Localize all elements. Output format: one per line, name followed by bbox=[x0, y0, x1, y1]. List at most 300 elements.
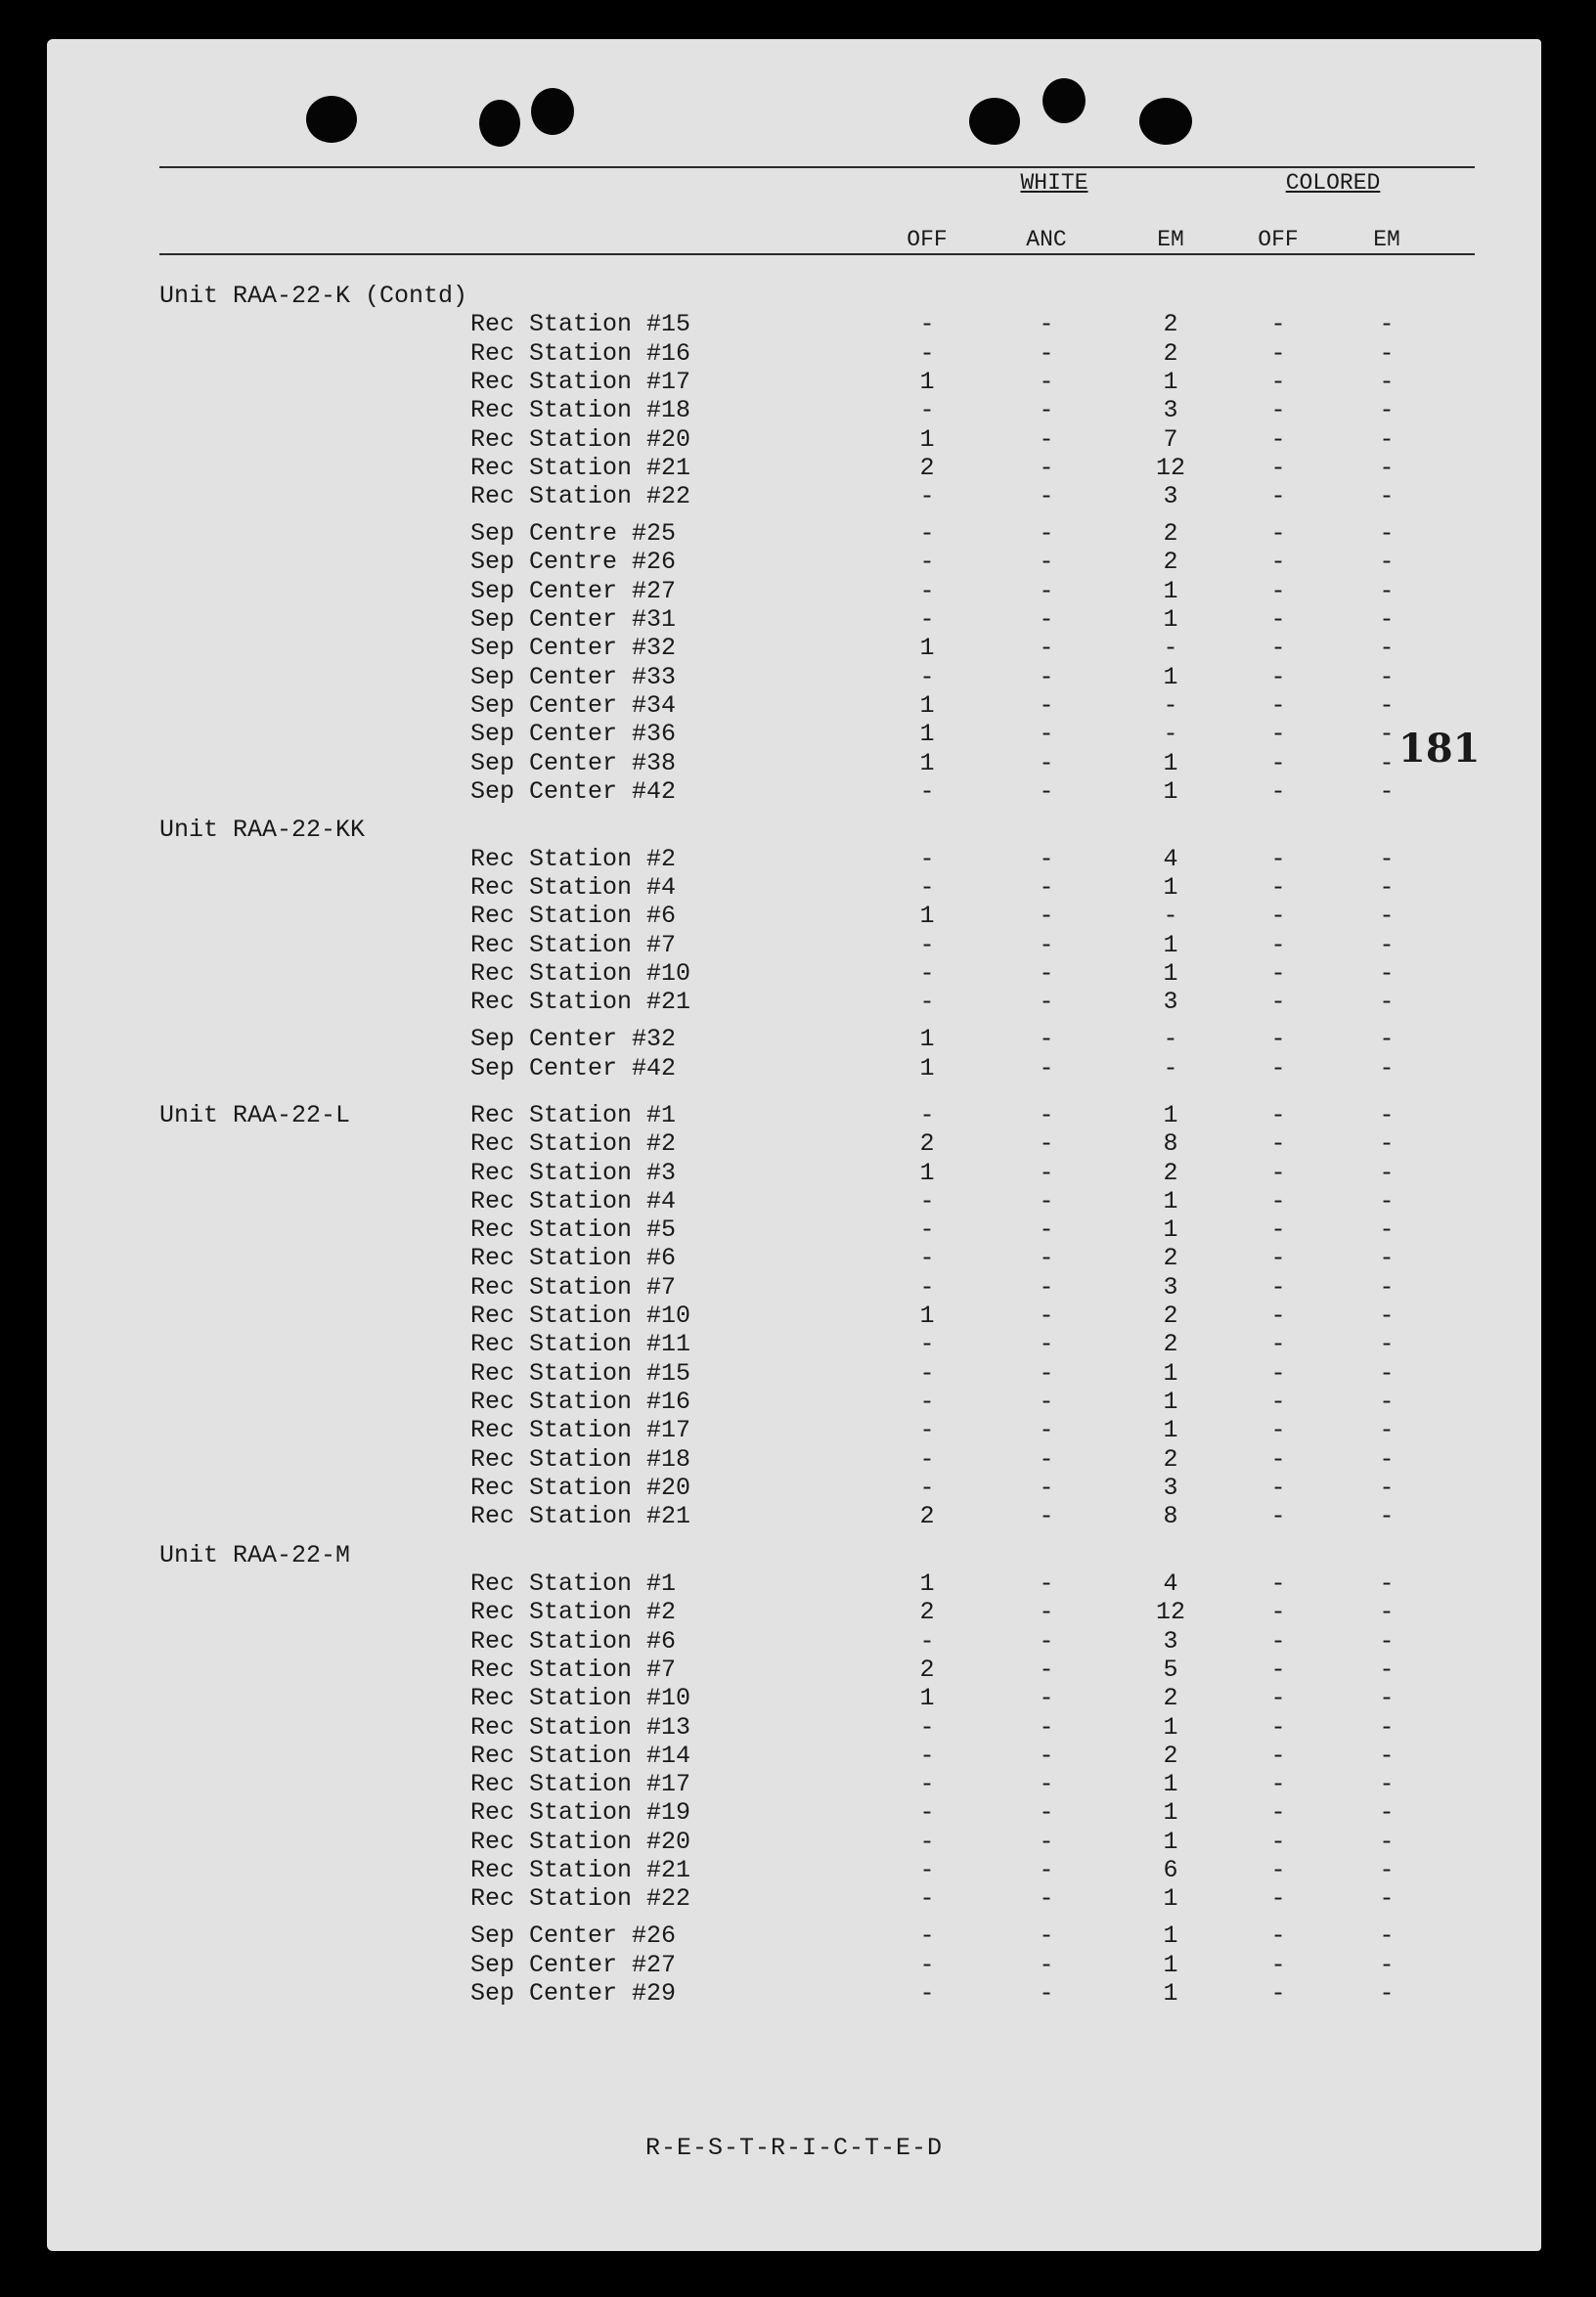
unit-label: Unit RAA-22-L bbox=[159, 1100, 351, 1129]
white-em-cell: 2 bbox=[1163, 1302, 1178, 1331]
colored-off-cell: - bbox=[1270, 548, 1286, 577]
unit-label: Unit RAA-22-KK bbox=[159, 816, 366, 845]
white-off-cell: - bbox=[919, 1979, 935, 2009]
white-em-cell: 8 bbox=[1163, 1502, 1178, 1531]
white-anc-cell: - bbox=[1039, 605, 1054, 635]
colored-off-cell: - bbox=[1270, 1569, 1286, 1599]
unit-label: Unit RAA-22-K (Contd) bbox=[159, 282, 468, 310]
white-anc-cell: - bbox=[1039, 634, 1054, 663]
white-anc-cell: - bbox=[1039, 1416, 1054, 1445]
table-row bbox=[47, 425, 1541, 454]
white-anc-cell: - bbox=[1039, 1626, 1054, 1656]
white-off-cell: 1 bbox=[919, 1158, 935, 1187]
table-row bbox=[47, 1187, 1541, 1215]
white-em-cell: 2 bbox=[1163, 519, 1178, 549]
colored-em-cell: - bbox=[1379, 1025, 1395, 1054]
table-row bbox=[47, 1273, 1541, 1302]
colored-em-cell: - bbox=[1379, 844, 1395, 873]
white-off-cell: - bbox=[919, 1856, 935, 1885]
colored-em-cell: - bbox=[1379, 1856, 1395, 1885]
table-row bbox=[47, 931, 1541, 959]
colored-em-cell: - bbox=[1379, 1129, 1395, 1159]
station-label: Rec Station #17 bbox=[470, 1770, 691, 1799]
white-em-cell: 1 bbox=[1163, 662, 1178, 691]
white-anc-cell: - bbox=[1039, 1827, 1054, 1856]
colored-em-cell: - bbox=[1379, 1712, 1395, 1742]
colored-em-cell: - bbox=[1379, 1244, 1395, 1273]
white-em-cell: 3 bbox=[1163, 482, 1178, 511]
colored-em-cell: - bbox=[1379, 930, 1395, 959]
white-em-cell: 2 bbox=[1163, 548, 1178, 577]
white-off-cell: - bbox=[919, 1186, 935, 1215]
station-label: Rec Station #21 bbox=[470, 1502, 691, 1531]
white-off-cell: 2 bbox=[919, 453, 935, 482]
white-off-cell: - bbox=[919, 1244, 935, 1273]
white-anc-cell: - bbox=[1039, 1684, 1054, 1713]
colored-off-cell: - bbox=[1270, 1244, 1286, 1273]
station-label: Sep Center #33 bbox=[470, 662, 677, 691]
station-label: Sep Center #29 bbox=[470, 1979, 677, 2009]
white-anc-cell: - bbox=[1039, 424, 1054, 454]
colored-off-cell: - bbox=[1270, 844, 1286, 873]
station-label: Rec Station #18 bbox=[470, 1444, 691, 1474]
station-label: Rec Station #4 bbox=[470, 873, 677, 903]
station-label: Rec Station #20 bbox=[470, 1827, 691, 1856]
white-off-cell: - bbox=[919, 1827, 935, 1856]
colored-em-cell: - bbox=[1379, 776, 1395, 806]
white-anc-cell: - bbox=[1039, 1473, 1054, 1502]
header-col-colored-off: OFF bbox=[1258, 227, 1299, 252]
header-group-colored: COLORED bbox=[1285, 170, 1381, 196]
table-row bbox=[47, 1541, 1541, 1569]
table-row bbox=[47, 1445, 1541, 1474]
white-anc-cell: - bbox=[1039, 1712, 1054, 1742]
colored-em-cell: - bbox=[1379, 1884, 1395, 1914]
colored-off-cell: - bbox=[1270, 1626, 1286, 1656]
station-label: Sep Centre #26 bbox=[470, 548, 677, 577]
table-row bbox=[47, 691, 1541, 720]
white-em-cell: 1 bbox=[1163, 1979, 1178, 2009]
white-em-cell: 1 bbox=[1163, 1215, 1178, 1245]
station-label: Rec Station #20 bbox=[470, 424, 691, 454]
white-off-cell: - bbox=[919, 1444, 935, 1474]
white-anc-cell: - bbox=[1039, 1770, 1054, 1799]
table-row bbox=[47, 720, 1541, 748]
colored-off-cell: - bbox=[1270, 1884, 1286, 1914]
table-row bbox=[47, 1416, 1541, 1444]
white-em-cell: 1 bbox=[1163, 1358, 1178, 1388]
station-label: Sep Center #38 bbox=[470, 748, 677, 777]
white-anc-cell: - bbox=[1039, 1244, 1054, 1273]
colored-em-cell: - bbox=[1379, 482, 1395, 511]
white-anc-cell: - bbox=[1039, 1302, 1054, 1331]
colored-em-cell: - bbox=[1379, 748, 1395, 777]
colored-em-cell: - bbox=[1379, 396, 1395, 425]
colored-em-cell: - bbox=[1379, 1569, 1395, 1599]
white-em-cell: 1 bbox=[1163, 1416, 1178, 1445]
station-label: Rec Station #10 bbox=[470, 1684, 691, 1713]
colored-off-cell: - bbox=[1270, 1215, 1286, 1245]
table-row bbox=[47, 1215, 1541, 1244]
colored-em-cell: - bbox=[1379, 576, 1395, 605]
restricted-footer: R-E-S-T-R-I-C-T-E-D bbox=[644, 2134, 944, 2162]
white-off-cell: 2 bbox=[919, 1655, 935, 1684]
colored-em-cell: - bbox=[1379, 548, 1395, 577]
table-row bbox=[47, 396, 1541, 424]
station-label: Rec Station #17 bbox=[470, 367, 691, 396]
colored-em-cell: - bbox=[1379, 662, 1395, 691]
table-row bbox=[47, 1627, 1541, 1656]
header-col-white-off: OFF bbox=[907, 227, 948, 252]
white-off-cell: - bbox=[919, 482, 935, 511]
table-row bbox=[47, 816, 1541, 844]
white-off-cell: 1 bbox=[919, 1053, 935, 1082]
white-anc-cell: - bbox=[1039, 310, 1054, 339]
station-label: Rec Station #11 bbox=[470, 1330, 691, 1359]
white-anc-cell: - bbox=[1039, 482, 1054, 511]
white-em-cell: 2 bbox=[1163, 1684, 1178, 1713]
white-em-cell: 4 bbox=[1163, 844, 1178, 873]
white-em-cell: 2 bbox=[1163, 1158, 1178, 1187]
colored-off-cell: - bbox=[1270, 424, 1286, 454]
colored-off-cell: - bbox=[1270, 1798, 1286, 1828]
table-row bbox=[47, 310, 1541, 338]
colored-em-cell: - bbox=[1379, 1416, 1395, 1445]
colored-off-cell: - bbox=[1270, 1129, 1286, 1159]
white-anc-cell: - bbox=[1039, 1053, 1054, 1082]
white-anc-cell: - bbox=[1039, 1387, 1054, 1416]
page-number-stamp: 181 bbox=[1398, 726, 1481, 772]
white-anc-cell: - bbox=[1039, 1186, 1054, 1215]
white-anc-cell: - bbox=[1039, 396, 1054, 425]
white-off-cell: 2 bbox=[919, 1129, 935, 1159]
white-off-cell: 1 bbox=[919, 1025, 935, 1054]
white-anc-cell: - bbox=[1039, 1655, 1054, 1684]
white-em-cell: 1 bbox=[1163, 605, 1178, 635]
colored-em-cell: - bbox=[1379, 988, 1395, 1017]
station-label: Rec Station #7 bbox=[470, 1272, 677, 1302]
table-row bbox=[47, 1025, 1541, 1053]
colored-em-cell: - bbox=[1379, 1979, 1395, 2009]
punch-hole bbox=[1042, 78, 1086, 123]
colored-off-cell: - bbox=[1270, 1770, 1286, 1799]
white-anc-cell: - bbox=[1039, 662, 1054, 691]
colored-em-cell: - bbox=[1379, 367, 1395, 396]
white-em-cell: 1 bbox=[1163, 1798, 1178, 1828]
white-anc-cell: - bbox=[1039, 548, 1054, 577]
colored-em-cell: - bbox=[1379, 1473, 1395, 1502]
white-anc-cell: - bbox=[1039, 1100, 1054, 1129]
colored-em-cell: - bbox=[1379, 1100, 1395, 1129]
white-anc-cell: - bbox=[1039, 1330, 1054, 1359]
white-anc-cell: - bbox=[1039, 576, 1054, 605]
white-off-cell: - bbox=[919, 1387, 935, 1416]
white-off-cell: - bbox=[919, 988, 935, 1017]
white-em-cell: 1 bbox=[1163, 1186, 1178, 1215]
white-anc-cell: - bbox=[1039, 519, 1054, 549]
table-row bbox=[47, 577, 1541, 605]
white-em-cell: 2 bbox=[1163, 1244, 1178, 1273]
table-row bbox=[47, 1159, 1541, 1187]
table-row bbox=[47, 1302, 1541, 1330]
white-em-cell: - bbox=[1163, 1053, 1178, 1082]
table-row bbox=[47, 749, 1541, 777]
colored-off-cell: - bbox=[1270, 1358, 1286, 1388]
colored-em-cell: - bbox=[1379, 1387, 1395, 1416]
colored-off-cell: - bbox=[1270, 1272, 1286, 1302]
white-em-cell: 3 bbox=[1163, 1473, 1178, 1502]
white-off-cell: - bbox=[919, 605, 935, 635]
white-em-cell: 1 bbox=[1163, 1922, 1178, 1951]
station-label: Rec Station #21 bbox=[470, 1856, 691, 1885]
white-em-cell: - bbox=[1163, 634, 1178, 663]
colored-em-cell: - bbox=[1379, 1358, 1395, 1388]
document-page bbox=[47, 39, 1541, 2251]
station-label: Sep Center #42 bbox=[470, 1053, 677, 1082]
table-row bbox=[47, 454, 1541, 482]
station-label: Sep Center #34 bbox=[470, 690, 677, 720]
white-anc-cell: - bbox=[1039, 1215, 1054, 1245]
colored-off-cell: - bbox=[1270, 1444, 1286, 1474]
white-off-cell: - bbox=[919, 338, 935, 368]
header-group-white: WHITE bbox=[1020, 170, 1088, 196]
white-anc-cell: - bbox=[1039, 873, 1054, 903]
white-off-cell: - bbox=[919, 1473, 935, 1502]
station-label: Sep Center #31 bbox=[470, 605, 677, 635]
white-anc-cell: - bbox=[1039, 1598, 1054, 1627]
colored-off-cell: - bbox=[1270, 453, 1286, 482]
colored-em-cell: - bbox=[1379, 902, 1395, 931]
white-off-cell: - bbox=[919, 1798, 935, 1828]
colored-off-cell: - bbox=[1270, 1100, 1286, 1129]
colored-off-cell: - bbox=[1270, 1598, 1286, 1627]
table-row bbox=[47, 548, 1541, 576]
header-rule bbox=[159, 253, 1475, 255]
colored-off-cell: - bbox=[1270, 482, 1286, 511]
white-anc-cell: - bbox=[1039, 958, 1054, 988]
punch-hole bbox=[1139, 98, 1192, 145]
station-label: Rec Station #1 bbox=[470, 1569, 677, 1599]
punch-hole bbox=[969, 98, 1020, 145]
header-col-colored-em: EM bbox=[1373, 227, 1400, 252]
station-label: Rec Station #1 bbox=[470, 1100, 677, 1129]
white-off-cell: - bbox=[919, 1950, 935, 1979]
white-em-cell: 2 bbox=[1163, 1444, 1178, 1474]
colored-em-cell: - bbox=[1379, 1684, 1395, 1713]
white-anc-cell: - bbox=[1039, 1272, 1054, 1302]
table-row bbox=[47, 634, 1541, 662]
colored-em-cell: - bbox=[1379, 873, 1395, 903]
white-anc-cell: - bbox=[1039, 1922, 1054, 1951]
station-label: Sep Centre #25 bbox=[470, 519, 677, 549]
station-label: Sep Center #27 bbox=[470, 576, 677, 605]
white-em-cell: 1 bbox=[1163, 1884, 1178, 1914]
white-off-cell: 2 bbox=[919, 1598, 935, 1627]
colored-em-cell: - bbox=[1379, 1215, 1395, 1245]
white-off-cell: 1 bbox=[919, 367, 935, 396]
colored-em-cell: - bbox=[1379, 1158, 1395, 1187]
white-em-cell: 1 bbox=[1163, 873, 1178, 903]
colored-off-cell: - bbox=[1270, 1856, 1286, 1885]
table-row bbox=[47, 1244, 1541, 1272]
station-label: Sep Center #36 bbox=[470, 720, 677, 749]
white-anc-cell: - bbox=[1039, 844, 1054, 873]
table-row bbox=[47, 1569, 1541, 1598]
colored-em-cell: - bbox=[1379, 605, 1395, 635]
colored-em-cell: - bbox=[1379, 1922, 1395, 1951]
white-anc-cell: - bbox=[1039, 1884, 1054, 1914]
colored-em-cell: - bbox=[1379, 1053, 1395, 1082]
colored-off-cell: - bbox=[1270, 1502, 1286, 1531]
station-label: Sep Center #27 bbox=[470, 1950, 677, 1979]
white-em-cell: 5 bbox=[1163, 1655, 1178, 1684]
white-anc-cell: - bbox=[1039, 930, 1054, 959]
white-anc-cell: - bbox=[1039, 1741, 1054, 1770]
white-em-cell: 7 bbox=[1163, 424, 1178, 454]
table-row bbox=[47, 1502, 1541, 1530]
table-row bbox=[47, 1922, 1541, 1950]
white-off-cell: - bbox=[919, 662, 935, 691]
white-anc-cell: - bbox=[1039, 902, 1054, 931]
station-label: Rec Station #15 bbox=[470, 1358, 691, 1388]
colored-off-cell: - bbox=[1270, 1302, 1286, 1331]
white-off-cell: 1 bbox=[919, 690, 935, 720]
colored-em-cell: - bbox=[1379, 519, 1395, 549]
white-anc-cell: - bbox=[1039, 1569, 1054, 1599]
white-em-cell: 8 bbox=[1163, 1129, 1178, 1159]
white-em-cell: 1 bbox=[1163, 958, 1178, 988]
white-off-cell: - bbox=[919, 1626, 935, 1656]
white-anc-cell: - bbox=[1039, 1025, 1054, 1054]
white-em-cell: 12 bbox=[1155, 453, 1185, 482]
white-anc-cell: - bbox=[1039, 1358, 1054, 1388]
colored-em-cell: - bbox=[1379, 720, 1395, 749]
white-anc-cell: - bbox=[1039, 1129, 1054, 1159]
white-em-cell: 1 bbox=[1163, 776, 1178, 806]
station-label: Rec Station #7 bbox=[470, 1655, 677, 1684]
white-off-cell: - bbox=[919, 1100, 935, 1129]
white-off-cell: - bbox=[919, 519, 935, 549]
table-row bbox=[47, 1798, 1541, 1827]
white-off-cell: - bbox=[919, 576, 935, 605]
white-anc-cell: - bbox=[1039, 776, 1054, 806]
colored-em-cell: - bbox=[1379, 1626, 1395, 1656]
colored-off-cell: - bbox=[1270, 1416, 1286, 1445]
white-anc-cell: - bbox=[1039, 338, 1054, 368]
header-col-white-anc: ANC bbox=[1026, 227, 1067, 252]
top-rule bbox=[159, 166, 1475, 168]
station-label: Rec Station #2 bbox=[470, 844, 677, 873]
table-row bbox=[47, 482, 1541, 510]
colored-off-cell: - bbox=[1270, 634, 1286, 663]
colored-em-cell: - bbox=[1379, 1950, 1395, 1979]
colored-off-cell: - bbox=[1270, 367, 1286, 396]
white-em-cell: 1 bbox=[1163, 1950, 1178, 1979]
station-label: Rec Station #2 bbox=[470, 1598, 677, 1627]
station-label: Rec Station #21 bbox=[470, 453, 691, 482]
station-label: Rec Station #6 bbox=[470, 1244, 677, 1273]
table-row bbox=[47, 777, 1541, 806]
white-em-cell: 1 bbox=[1163, 1100, 1178, 1129]
colored-off-cell: - bbox=[1270, 1053, 1286, 1082]
white-off-cell: - bbox=[919, 958, 935, 988]
white-off-cell: - bbox=[919, 1358, 935, 1388]
table-row bbox=[47, 873, 1541, 902]
table-row bbox=[47, 1598, 1541, 1626]
white-em-cell: 3 bbox=[1163, 1272, 1178, 1302]
white-anc-cell: - bbox=[1039, 1502, 1054, 1531]
white-anc-cell: - bbox=[1039, 748, 1054, 777]
station-label: Sep Center #26 bbox=[470, 1922, 677, 1951]
white-em-cell: - bbox=[1163, 902, 1178, 931]
white-off-cell: - bbox=[919, 1741, 935, 1770]
white-em-cell: 1 bbox=[1163, 1387, 1178, 1416]
station-label: Rec Station #6 bbox=[470, 902, 677, 931]
table-row bbox=[47, 519, 1541, 548]
white-anc-cell: - bbox=[1039, 1950, 1054, 1979]
colored-off-cell: - bbox=[1270, 1922, 1286, 1951]
table-row bbox=[47, 1359, 1541, 1388]
station-label: Rec Station #16 bbox=[470, 1387, 691, 1416]
colored-off-cell: - bbox=[1270, 930, 1286, 959]
colored-off-cell: - bbox=[1270, 576, 1286, 605]
white-off-cell: 1 bbox=[919, 1569, 935, 1599]
white-anc-cell: - bbox=[1039, 1158, 1054, 1187]
station-label: Rec Station #21 bbox=[470, 988, 691, 1017]
station-label: Rec Station #10 bbox=[470, 1302, 691, 1331]
white-em-cell: 4 bbox=[1163, 1569, 1178, 1599]
table-row bbox=[47, 902, 1541, 930]
station-label: Rec Station #16 bbox=[470, 338, 691, 368]
station-label: Rec Station #3 bbox=[470, 1158, 677, 1187]
white-em-cell: - bbox=[1163, 720, 1178, 749]
colored-off-cell: - bbox=[1270, 310, 1286, 339]
colored-off-cell: - bbox=[1270, 1741, 1286, 1770]
station-label: Rec Station #14 bbox=[470, 1741, 691, 1770]
colored-em-cell: - bbox=[1379, 690, 1395, 720]
white-off-cell: - bbox=[919, 873, 935, 903]
colored-em-cell: - bbox=[1379, 1770, 1395, 1799]
table-row bbox=[47, 1474, 1541, 1502]
white-off-cell: - bbox=[919, 930, 935, 959]
white-off-cell: - bbox=[919, 776, 935, 806]
colored-em-cell: - bbox=[1379, 1186, 1395, 1215]
colored-off-cell: - bbox=[1270, 1473, 1286, 1502]
colored-off-cell: - bbox=[1270, 605, 1286, 635]
white-anc-cell: - bbox=[1039, 1856, 1054, 1885]
table-row bbox=[47, 368, 1541, 396]
white-off-cell: - bbox=[919, 1922, 935, 1951]
colored-em-cell: - bbox=[1379, 424, 1395, 454]
white-em-cell: 6 bbox=[1163, 1856, 1178, 1885]
colored-off-cell: - bbox=[1270, 1827, 1286, 1856]
colored-em-cell: - bbox=[1379, 310, 1395, 339]
white-off-cell: 1 bbox=[919, 748, 935, 777]
header-col-white-em: EM bbox=[1157, 227, 1184, 252]
white-em-cell: 3 bbox=[1163, 1626, 1178, 1656]
station-label: Rec Station #18 bbox=[470, 396, 691, 425]
station-label: Sep Center #32 bbox=[470, 1025, 677, 1054]
station-label: Rec Station #4 bbox=[470, 1186, 677, 1215]
colored-off-cell: - bbox=[1270, 958, 1286, 988]
white-off-cell: 1 bbox=[919, 634, 935, 663]
table-row bbox=[47, 282, 1541, 310]
station-label: Sep Center #32 bbox=[470, 634, 677, 663]
station-label: Rec Station #5 bbox=[470, 1215, 677, 1245]
colored-off-cell: - bbox=[1270, 1655, 1286, 1684]
colored-off-cell: - bbox=[1270, 1979, 1286, 2009]
colored-off-cell: - bbox=[1270, 396, 1286, 425]
